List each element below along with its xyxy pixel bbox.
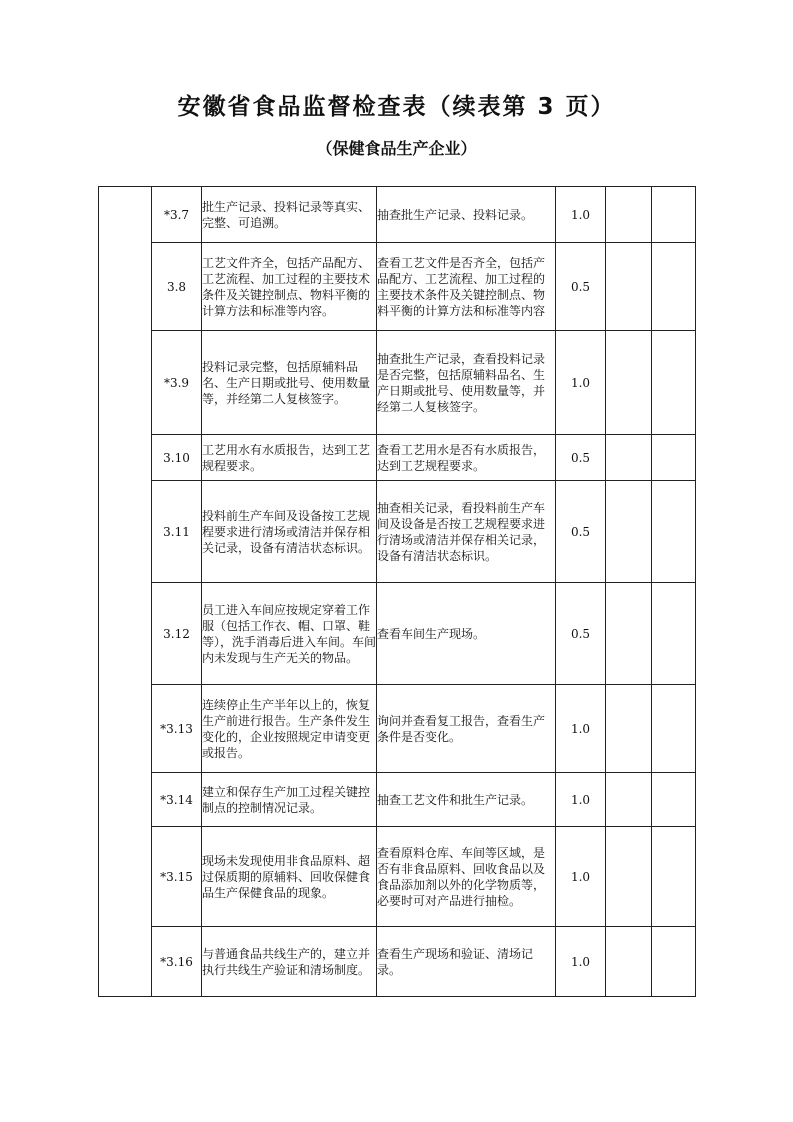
item-number: *3.9 bbox=[152, 331, 202, 435]
item-number: *3.13 bbox=[152, 685, 202, 773]
inspection-table bbox=[98, 186, 696, 997]
remark-cell[interactable] bbox=[652, 927, 696, 997]
method-cell: 询问并查看复工报告，查看生产条件是否变化。 bbox=[377, 685, 556, 773]
score-cell: 1.0 bbox=[556, 827, 606, 927]
requirement-cell: 工艺用水有水质报告，达到工艺规程要求。 bbox=[202, 435, 377, 481]
page-subtitle: （保健食品生产企业） bbox=[316, 139, 477, 158]
score-cell: 0.5 bbox=[556, 435, 606, 481]
result-cell[interactable] bbox=[606, 243, 652, 331]
method-cell: 查看车间生产现场。 bbox=[377, 583, 556, 685]
score-cell: 1.0 bbox=[556, 331, 606, 435]
page-title: 安徽省食品监督检查表（续表第 3 页） bbox=[177, 94, 616, 120]
table-row bbox=[99, 481, 696, 583]
requirement-cell: 现场未发现使用非食品原料、超过保质期的原辅料、回收保健食品生产保健食品的现象。 bbox=[202, 827, 377, 927]
method-cell: 抽查相关记录，看投料前生产车间及设备是否按工艺规程要求进行清场或清洁并保存相关记录，设备有清洁状态标识。 bbox=[377, 481, 556, 583]
table-row bbox=[99, 187, 696, 243]
score-cell: 1.0 bbox=[556, 685, 606, 773]
method-cell: 抽查批生产记录，查看投料记录是否完整，包括原辅料品名、生产日期或批号、使用数量等，并经第二人复核签字。 bbox=[377, 331, 556, 435]
item-number: *3.16 bbox=[152, 927, 202, 997]
result-cell[interactable] bbox=[606, 827, 652, 927]
category-cell bbox=[99, 187, 152, 997]
item-number: 3.10 bbox=[152, 435, 202, 481]
requirement-cell: 连续停止生产半年以上的，恢复生产前进行报告。生产条件发生变化的，企业按照规定申请变更或报告。 bbox=[202, 685, 377, 773]
method-cell: 查看生产现场和验证、清场记录。 bbox=[377, 927, 556, 997]
remark-cell[interactable] bbox=[652, 243, 696, 331]
result-cell[interactable] bbox=[606, 685, 652, 773]
item-number: 3.12 bbox=[152, 583, 202, 685]
requirement-cell: 投料前生产车间及设备按工艺规程要求进行清场或清洁并保存相关记录，设备有清洁状态标识。 bbox=[202, 481, 377, 583]
requirement-cell: 与普通食品共线生产的，建立并执行共线生产验证和清场制度。 bbox=[202, 927, 377, 997]
remark-cell[interactable] bbox=[652, 331, 696, 435]
result-cell[interactable] bbox=[606, 187, 652, 243]
result-cell[interactable] bbox=[606, 927, 652, 997]
requirement-cell: 投料记录完整，包括原辅料品名、生产日期或批号、使用数量等，并经第二人复核签字。 bbox=[202, 331, 377, 435]
table-row bbox=[99, 331, 696, 435]
item-number: *3.14 bbox=[152, 773, 202, 827]
requirement-cell: 工艺文件齐全，包括产品配方、工艺流程、加工过程的主要技术条件及关键控制点、物料平衡的计算方法和标准等内容。 bbox=[202, 243, 377, 331]
item-number: 3.8 bbox=[152, 243, 202, 331]
method-cell: 抽查工艺文件和批生产记录。 bbox=[377, 773, 556, 827]
result-cell[interactable] bbox=[606, 583, 652, 685]
item-number: *3.15 bbox=[152, 827, 202, 927]
remark-cell[interactable] bbox=[652, 583, 696, 685]
result-cell[interactable] bbox=[606, 331, 652, 435]
score-cell: 0.5 bbox=[556, 583, 606, 685]
remark-cell[interactable] bbox=[652, 773, 696, 827]
remark-cell[interactable] bbox=[652, 685, 696, 773]
method-cell: 抽查批生产记录、投料记录。 bbox=[377, 187, 556, 243]
table-row bbox=[99, 435, 696, 481]
remark-cell[interactable] bbox=[652, 481, 696, 583]
table-row bbox=[99, 243, 696, 331]
method-cell: 查看工艺文件是否齐全，包括产品配方、工艺流程、加工过程的主要技术条件及关键控制点、物料平衡的计算方法和标准等内容 bbox=[377, 243, 556, 331]
item-number: 3.11 bbox=[152, 481, 202, 583]
requirement-cell: 建立和保存生产加工过程关键控制点的控制情况记录。 bbox=[202, 773, 377, 827]
method-cell: 查看工艺用水是否有水质报告，达到工艺规程要求。 bbox=[377, 435, 556, 481]
method-cell: 查看原料仓库、车间等区域，是否有非食品原料、回收食品以及食品添加剂以外的化学物质等，必要时可对产品进行抽检。 bbox=[377, 827, 556, 927]
result-cell[interactable] bbox=[606, 773, 652, 827]
result-cell[interactable] bbox=[606, 481, 652, 583]
score-cell: 1.0 bbox=[556, 927, 606, 997]
requirement-cell: 员工进入车间应按规定穿着工作服（包括工作衣、帽、口罩、鞋等），洗手消毒后进入车间。车间内未发现与生产无关的物品。 bbox=[202, 583, 377, 685]
score-cell: 1.0 bbox=[556, 773, 606, 827]
score-cell: 1.0 bbox=[556, 187, 606, 243]
table-row bbox=[99, 583, 696, 685]
score-cell: 0.5 bbox=[556, 481, 606, 583]
remark-cell[interactable] bbox=[652, 187, 696, 243]
remark-cell[interactable] bbox=[652, 435, 696, 481]
item-number: *3.7 bbox=[152, 187, 202, 243]
remark-cell[interactable] bbox=[652, 827, 696, 927]
table-row bbox=[99, 827, 696, 927]
result-cell[interactable] bbox=[606, 435, 652, 481]
table-row bbox=[99, 927, 696, 997]
table-row bbox=[99, 685, 696, 773]
score-cell: 0.5 bbox=[556, 243, 606, 331]
table-row bbox=[99, 773, 696, 827]
requirement-cell: 批生产记录、投料记录等真实、完整、可追溯。 bbox=[202, 187, 377, 243]
